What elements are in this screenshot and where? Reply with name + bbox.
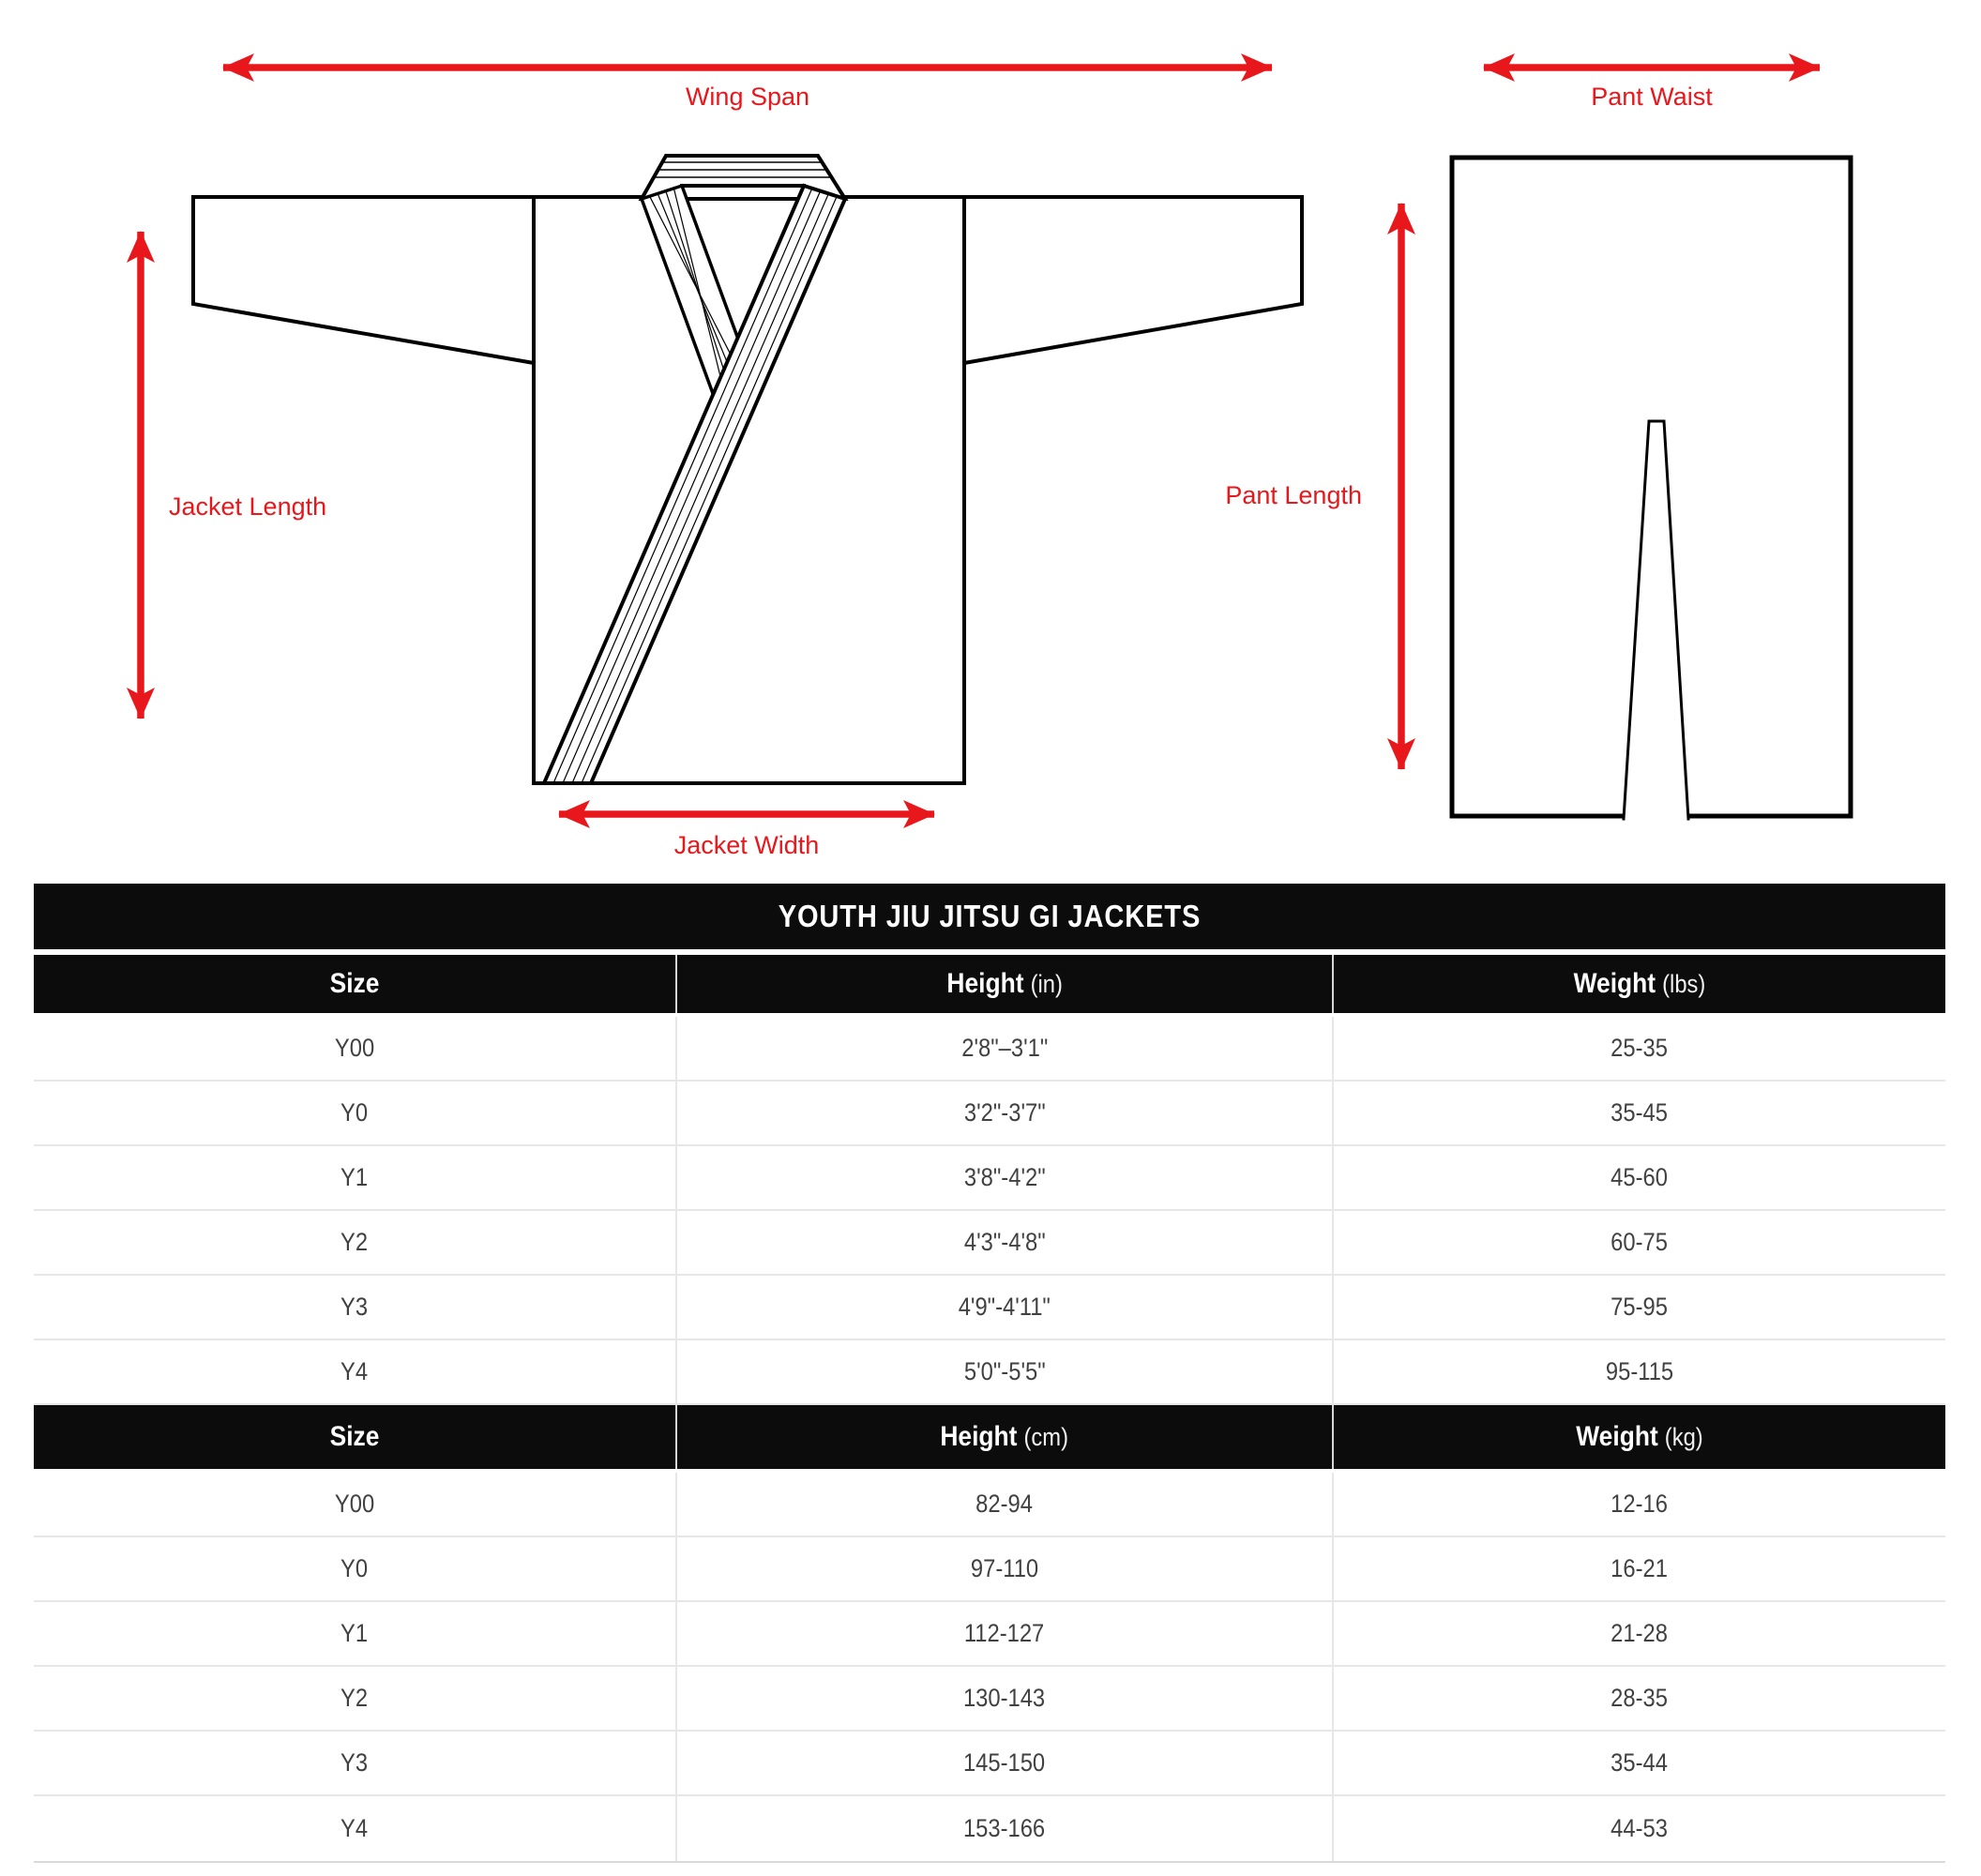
- header-weight-lbs: [1332, 955, 1945, 1013]
- cell-size: Y0: [340, 1554, 369, 1582]
- table-row: [34, 1276, 1945, 1340]
- cell-height: 3'8"-4'2": [675, 1146, 1332, 1209]
- cell-size: Y00: [334, 1490, 375, 1518]
- pant-length-label: Pant Length: [1225, 481, 1362, 509]
- metric-header-row: [34, 1405, 1945, 1473]
- table-row: [34, 1667, 1945, 1732]
- header-weight-label: Weight (kg): [1576, 1421, 1703, 1452]
- cell-size: Y2: [340, 1684, 369, 1712]
- table-row: [34, 1082, 1945, 1146]
- jacket-outline: [193, 197, 1302, 783]
- gi-jacket-drawing: [193, 156, 1302, 783]
- cell-weight: 44-53: [1332, 1796, 1945, 1861]
- table-row: [34, 1732, 1945, 1796]
- table-row: [34, 1473, 1945, 1537]
- cell-height: 5'0"-5'5": [675, 1340, 1332, 1403]
- cell-height: 4'3"-4'8": [675, 1211, 1332, 1274]
- cell-height: 4'9"-4'11": [675, 1276, 1332, 1339]
- cell-weight: 28-35: [1332, 1667, 1945, 1730]
- cell-size: Y00: [334, 1034, 375, 1062]
- cell-size: Y3: [340, 1748, 369, 1777]
- table-title: [34, 884, 1945, 955]
- table-row: [34, 1537, 1945, 1602]
- header-height-label: Height (in): [946, 968, 1063, 999]
- wing-span-label: Wing Span: [685, 83, 810, 111]
- header-weight-label: Weight (lbs): [1573, 968, 1706, 999]
- imperial-header-row: [34, 955, 1945, 1017]
- header-size-label: Size: [329, 1421, 380, 1452]
- table-row: [34, 1602, 1945, 1667]
- header-size: [34, 1405, 675, 1469]
- cell-height: 153-166: [675, 1796, 1332, 1861]
- cell-size: Y2: [340, 1228, 369, 1256]
- cell-weight: 25-35: [1332, 1017, 1945, 1080]
- cell-weight: 35-44: [1332, 1732, 1945, 1794]
- table-title-text: YOUTH JIU JITSU GI JACKETS: [778, 899, 1202, 933]
- jacket-width-label: Jacket Width: [673, 831, 820, 859]
- cell-size: Y3: [340, 1293, 369, 1321]
- header-size: [34, 955, 675, 1013]
- cell-height: 145-150: [675, 1732, 1332, 1794]
- cell-height: 97-110: [675, 1537, 1332, 1600]
- cell-size: Y1: [340, 1619, 369, 1647]
- pant-waist-label: Pant Waist: [1591, 83, 1713, 111]
- cell-height: 112-127: [675, 1602, 1332, 1665]
- cell-height: 82-94: [675, 1473, 1332, 1536]
- header-weight-kg: [1332, 1405, 1945, 1469]
- size-table: [34, 884, 1945, 1863]
- cell-size: Y4: [340, 1357, 369, 1385]
- cell-weight: 12-16: [1332, 1473, 1945, 1536]
- cell-height: 2'8"–3'1": [675, 1017, 1332, 1080]
- cell-size: Y4: [340, 1814, 369, 1842]
- cell-weight: 95-115: [1332, 1340, 1945, 1403]
- table-row: [34, 1017, 1945, 1082]
- table-row: [34, 1146, 1945, 1211]
- cell-weight: 16-21: [1332, 1537, 1945, 1600]
- cell-height: 130-143: [675, 1667, 1332, 1730]
- cell-weight: 35-45: [1332, 1082, 1945, 1144]
- gi-pants-drawing: [1452, 158, 1851, 819]
- table-row: [34, 1340, 1945, 1405]
- cell-weight: 60-75: [1332, 1211, 1945, 1274]
- table-row: [34, 1211, 1945, 1276]
- header-height-in: [675, 955, 1332, 1013]
- cell-height: 3'2"-3'7": [675, 1082, 1332, 1144]
- cell-weight: 21-28: [1332, 1602, 1945, 1665]
- jacket-length-label: Jacket Length: [169, 492, 327, 521]
- header-height-label: Height (cm): [940, 1421, 1069, 1452]
- cell-weight: 75-95: [1332, 1276, 1945, 1339]
- cell-size: Y1: [340, 1163, 369, 1191]
- header-size-label: Size: [329, 968, 380, 999]
- measurement-diagram: [0, 0, 1981, 884]
- cell-weight: 45-60: [1332, 1146, 1945, 1209]
- cell-size: Y0: [340, 1098, 369, 1127]
- header-height-cm: [675, 1405, 1332, 1469]
- table-row: [34, 1796, 1945, 1861]
